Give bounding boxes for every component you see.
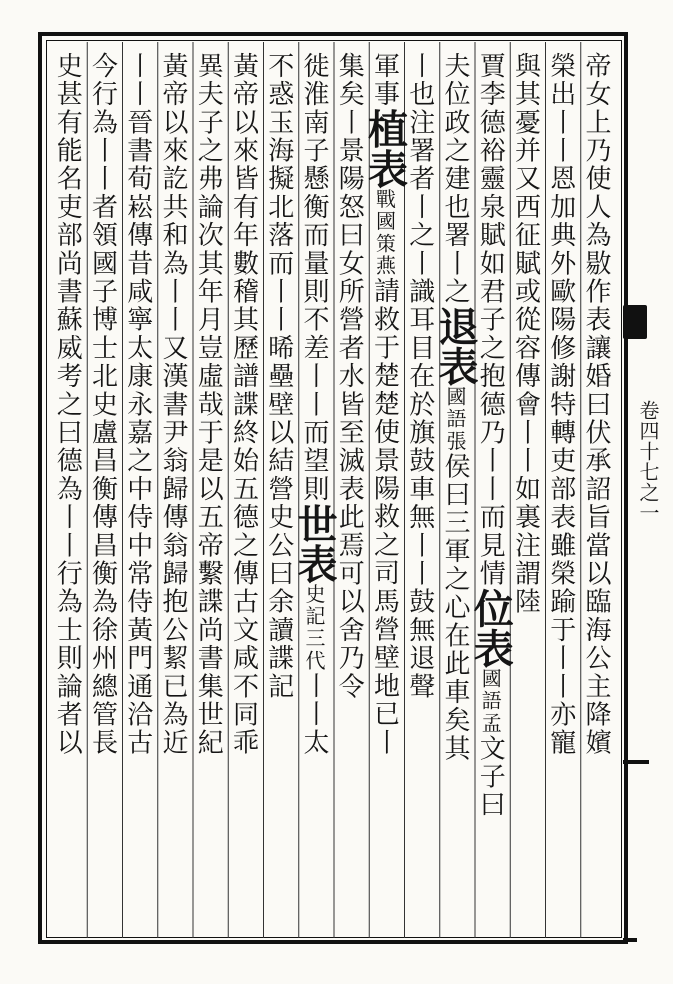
source-note: 國語孟: [478, 667, 503, 735]
column-text: 榮出丨丨恩加典外歐陽修謝特轉吏部表雖榮踰于丨丨亦寵: [545, 52, 576, 757]
text-column: [405, 52, 440, 932]
source-note: 國語張: [443, 385, 467, 453]
heading-term: 世表: [291, 503, 338, 584]
heading-term: 植表: [361, 108, 409, 189]
text-column: [510, 52, 545, 932]
text-column: [87, 52, 122, 932]
heading-term: 位表: [467, 587, 515, 668]
column-text: 丨丨晉書荀崧傳昔咸寧太康永嘉之中侍中常侍黃門通洽古: [122, 52, 153, 757]
column-text: 異夫子之弗論次其年月豈虛哉于是以五帝繫諜尚書集世紀: [193, 52, 224, 757]
text-column: [228, 52, 263, 932]
fishtail-mark: [623, 305, 647, 339]
text-column: [193, 52, 228, 932]
column-text: 集矣丨景陽怒曰女所營者水皆至滅表此焉可以舍乃令: [334, 52, 365, 701]
column-text: 丨丨太: [299, 672, 329, 757]
text-column: [264, 52, 299, 932]
column-text: 丨也注署者丨之丨識: [404, 52, 435, 306]
source-note: 戰國策燕: [372, 188, 397, 278]
heading-term: 退表: [432, 305, 479, 386]
source-note: 史記三代: [302, 583, 326, 673]
text-column: [546, 52, 581, 932]
column-text: 史甚有能名吏部尚書蘇威考之曰德為丨丨行為士則論者以: [52, 52, 83, 757]
text-column: [158, 52, 193, 932]
column-text: 徙淮南子懸衡而量則不差丨丨而望則: [299, 52, 329, 504]
text-column: [581, 52, 616, 932]
column-text: 黃帝以來訖共和為丨丨又漢書尹翁歸傳翁歸抱公絜已為近: [158, 52, 188, 757]
column-text: 今行為丨丨者領國子博士北史盧昌衡傳昌衡為徐州總管長: [87, 52, 118, 757]
column-text: 請救于楚楚使景陽救之司馬營壁地已丨: [369, 277, 400, 757]
text-column: [291, 52, 338, 932]
text-column: [123, 52, 158, 932]
text-column: [52, 52, 87, 932]
column-text: 耳目在於旗鼓車無丨丨鼓無退聲: [404, 305, 435, 701]
column-text: 文子曰: [475, 734, 506, 820]
column-text: 黃帝以來皆有年數稽其歷譜諜終始五德之傳古文咸不同乖: [228, 52, 259, 757]
column-text: 賈李德裕靈泉賦如君子之抱德乃丨丨而見情: [475, 52, 506, 588]
text-column: [334, 52, 369, 932]
column-text: 與其憂并又西征賦或從容傳會丨丨如裏注謂陸: [510, 52, 541, 616]
margin-rule-bottom: [623, 938, 637, 942]
text-column: [432, 52, 479, 932]
margin-title: 卷四十七之一: [636, 400, 660, 523]
text-column: [467, 52, 515, 932]
column-text: 不惑玉海擬北落而丨丨晞壘壁以結營: [263, 52, 294, 504]
column-text: 帝女上乃使人為敭作表讓婚曰伏承詔旨當以臨海公主降嬪: [581, 52, 611, 757]
column-text: 侯曰三軍之心在此車矣其: [440, 452, 470, 763]
margin-rule: [623, 760, 649, 764]
column-text: 史公曰余讀諜記: [263, 503, 294, 701]
column-text: 軍事: [369, 52, 400, 109]
column-text: 夫位政之建也署丨之: [440, 52, 470, 306]
text-column: [361, 52, 409, 932]
